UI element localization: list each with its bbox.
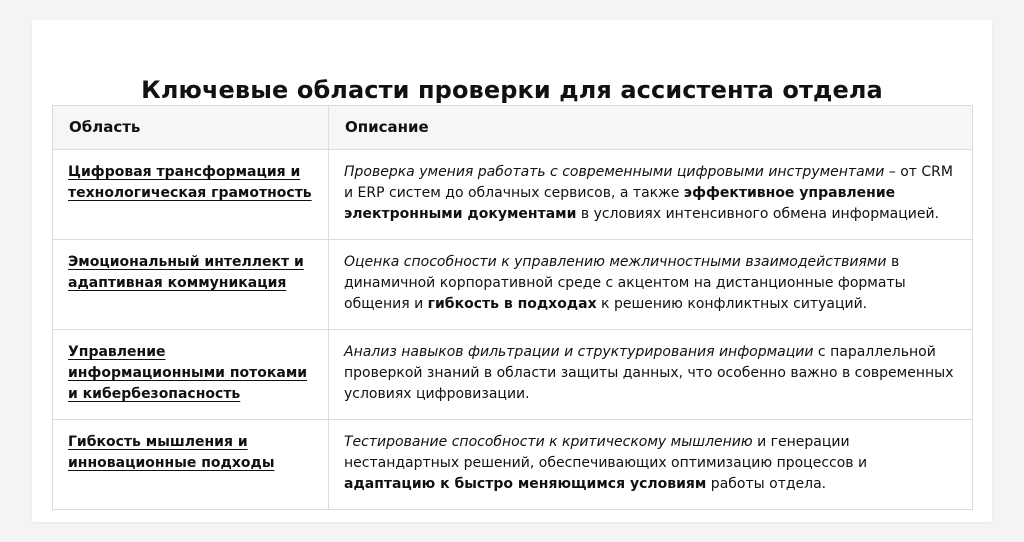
area-title: Цифровая трансформация и технологическая грамотность xyxy=(68,164,312,201)
areas-table xyxy=(52,105,973,510)
description-italic: Анализ навыков фильтрации и структурирования информации xyxy=(344,344,814,360)
description-text: – от CRM и ERP систем до облачных сервисов, а также xyxy=(344,164,953,201)
description-text: в динамичной корпоративной среде с акцентом на дистанционные форматы общения и xyxy=(344,254,906,312)
area-title: Управление информационными потоками и кибербезопасность xyxy=(68,344,308,402)
page-title: Ключевые области проверки для ассистента отдела xyxy=(141,76,883,104)
table-row xyxy=(53,240,973,330)
description-text: и генерации нестандартных решений, обеспечивающих оптимизацию процессов и xyxy=(344,434,868,471)
table-header-row xyxy=(53,106,973,150)
column-header-description: Описание xyxy=(329,106,973,150)
description-end: к решению конфликтных ситуаций. xyxy=(596,296,868,312)
column-header-area: Область xyxy=(53,106,329,150)
description-end: в условиях интенсивного обмена информацией. xyxy=(576,206,940,222)
description-end: работы отдела. xyxy=(706,476,827,492)
description-italic: Оценка способности к управлению межличностными взаимодействиями xyxy=(344,254,887,270)
description-cell xyxy=(329,330,973,420)
description-cell xyxy=(329,240,973,330)
table-row xyxy=(53,420,973,510)
table-row xyxy=(53,330,973,420)
description-bold: гибкость в подходах xyxy=(427,296,597,312)
area-cell xyxy=(53,330,329,420)
area-cell xyxy=(53,240,329,330)
content-card xyxy=(32,20,992,522)
area-title: Гибкость мышления и инновационные подходы xyxy=(68,434,275,471)
description-cell xyxy=(329,420,973,510)
area-cell xyxy=(53,420,329,510)
area-cell xyxy=(53,150,329,240)
description-italic: Тестирование способности к критическому мышлению xyxy=(344,434,753,450)
description-bold: эффективное управление электронными документами xyxy=(344,185,896,222)
description-italic: Проверка умения работать с современными цифровыми инструментами xyxy=(344,164,885,180)
description-bold: адаптацию к быстро меняющимся условиям xyxy=(344,476,707,492)
area-title: Эмоциональный интеллект и адаптивная коммуникация xyxy=(68,254,304,291)
description-text: с параллельной проверкой знаний в области защиты данных, что особенно важно в современных условиях цифровизации. xyxy=(344,344,954,402)
table-row xyxy=(53,150,973,240)
description-cell xyxy=(329,150,973,240)
